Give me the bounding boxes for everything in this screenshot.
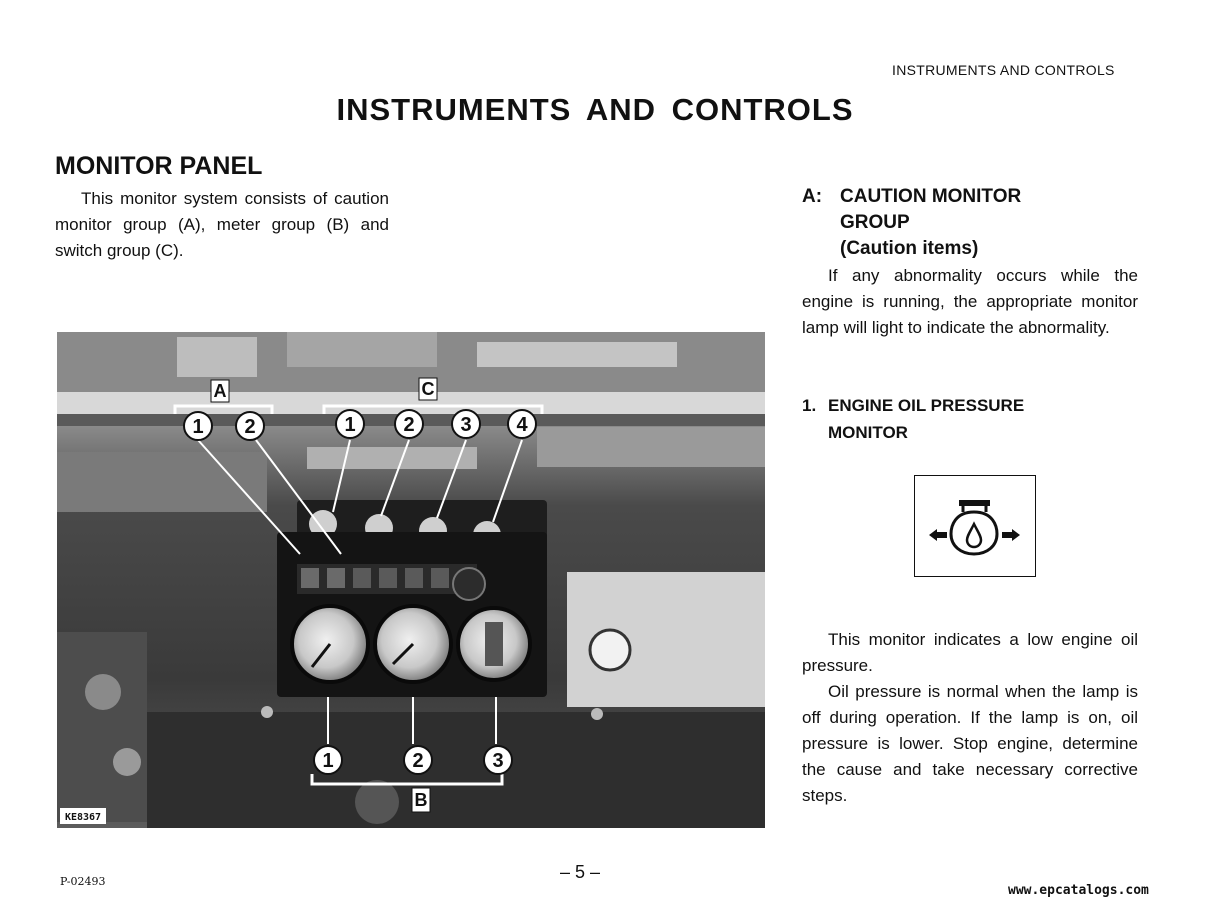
callout-a-2: 2 [244,416,256,438]
figure-code: KE8367 [64,812,102,823]
group-b-label: B [414,790,428,810]
callout-a-1: 1 [192,416,204,438]
callout-c-1: 1 [344,414,356,436]
section-a-text: If any abnormality occurs while the engine is running, the appropriate monitor lamp will light to indicate the abnormality. [802,266,1138,337]
group-c-label: C [421,379,435,399]
monitor-panel-intro: This monitor system consists of caution monitor group (A), meter group (B) and switch group (C). [55,189,389,260]
callout-c-2: 2 [403,414,415,436]
callout-b-1: 1 [322,750,334,772]
section-a-title-line2: GROUP [840,212,910,233]
oil-monitor-description [802,627,1138,809]
monitor-panel-heading: MONITOR PANEL [55,152,263,180]
page-number: – 5 – [560,862,601,882]
callout-c-3: 3 [460,414,472,436]
monitor-panel-photo [57,332,765,828]
item1-number: 1. [802,396,817,415]
group-a-label: A [213,381,227,401]
callout-b-3: 3 [492,750,504,772]
section-a-letter: A: [802,186,823,207]
item1-title-line1: ENGINE OIL PRESSURE [828,396,1025,415]
running-header: INSTRUMENTS AND CONTROLS [892,62,1115,78]
document-code: P-02493 [60,875,106,888]
engine-oil-pressure-icon [914,475,1036,577]
oil-monitor-paragraph-1: This monitor indicates a low engine oil pressure. [802,630,1138,675]
page-title: INSTRUMENTS AND CONTROLS [336,92,854,127]
section-a-title-line3: (Caution items) [840,238,979,259]
item1-title-line2: MONITOR [828,423,908,442]
callout-b-2: 2 [412,750,424,772]
watermark-url: www.epcatalogs.com [1008,883,1149,898]
callout-c-4: 4 [516,414,528,436]
oil-monitor-paragraph-2: Oil pressure is normal when the lamp is off during operation. If the lamp is on, oil pressure is lower. Stop engine, determine the cause and take necessary corrective steps. [802,682,1138,805]
section-a-title-line1: CAUTION MONITOR [840,186,1022,207]
